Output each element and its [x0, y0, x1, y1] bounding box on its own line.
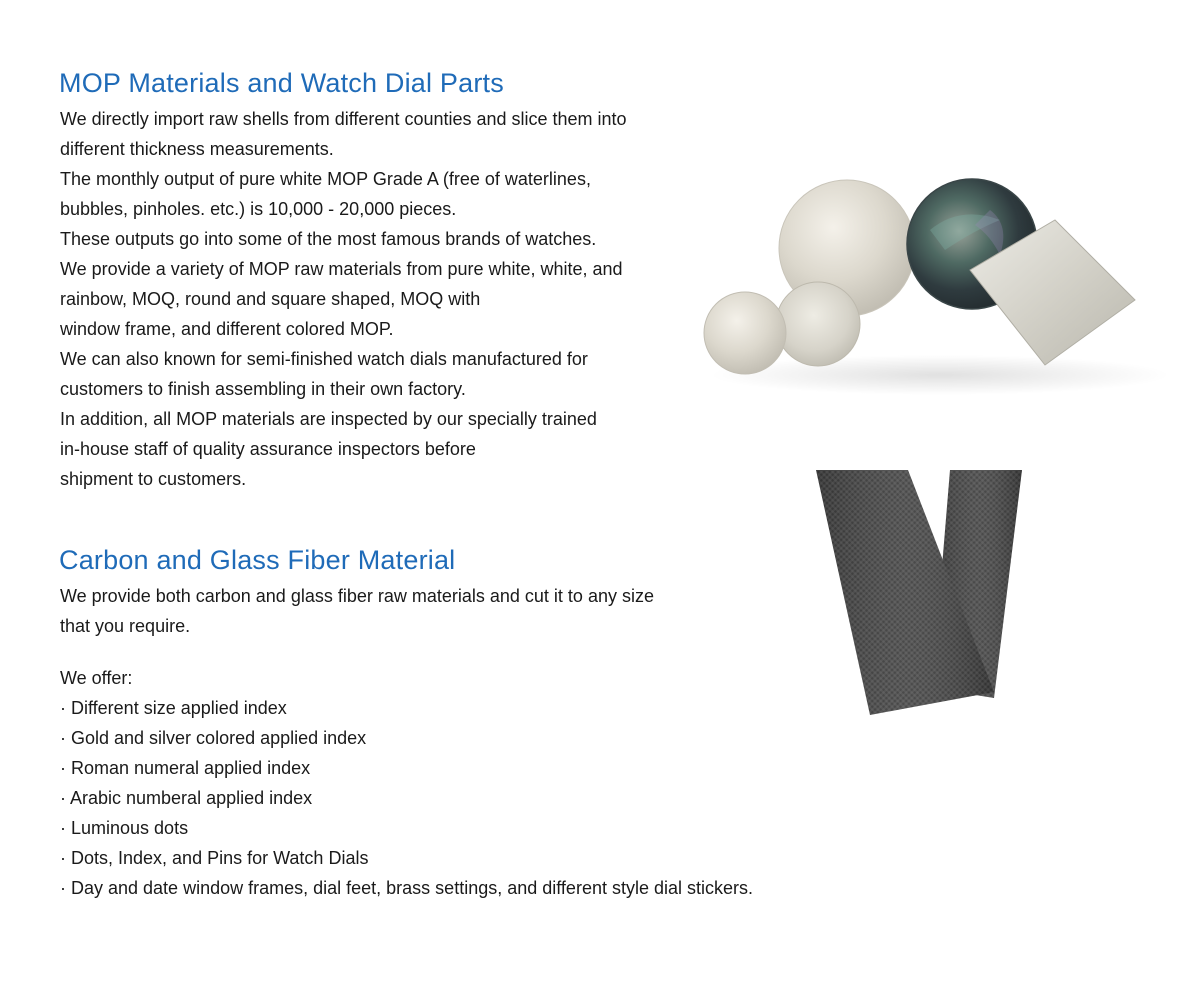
offer-item: · Different size applied index	[60, 698, 287, 718]
mop-line: shipment to customers.	[60, 469, 247, 489]
mop-line: rainbow, MOQ, round and square shaped, MOQ with	[60, 289, 481, 309]
mop-line: In addition, all MOP materials are inspected by our specially trained	[60, 409, 597, 429]
offer-item: · Arabic numberal applied index	[60, 788, 313, 808]
mop-line: customers to finish assembling in their own factory.	[60, 379, 466, 399]
mop-line: window frame, and different colored MOP.	[60, 319, 394, 339]
offer-title: We offer:	[60, 668, 133, 688]
mop-line: in-house staff of quality assurance inspectors before	[60, 439, 476, 459]
carbon-section	[60, 543, 820, 903]
mop-line: We provide a variety of MOP raw materials from pure white, white, and	[60, 259, 623, 279]
offer-item: · Dots, Index, and Pins for Watch Dials	[60, 848, 369, 868]
carbon-heading: Carbon and Glass Fiber Material	[59, 545, 456, 575]
carbon-line: We provide both carbon and glass fiber raw materials and cut it to any size	[60, 586, 654, 606]
offer-item: · Roman numeral applied index	[60, 758, 311, 778]
mop-description	[60, 104, 720, 494]
mop-section	[60, 66, 720, 494]
white-mop-disc-medium	[776, 282, 860, 366]
mop-line: The monthly output of pure white MOP Grade A (free of waterlines,	[60, 169, 591, 189]
shadow-shape	[710, 355, 1170, 395]
mop-line: We directly import raw shells from different counties and slice them into	[60, 109, 627, 129]
carbon-line: that you require.	[60, 616, 191, 636]
white-mop-disc-small	[704, 292, 786, 374]
carbon-fiber-image	[810, 462, 1030, 722]
carbon-description	[60, 581, 820, 641]
mop-line: These outputs go into some of the most famous brands of watches.	[60, 229, 597, 249]
mop-line: bubbles, pinholes. etc.) is 10,000 - 20,000 pieces.	[60, 199, 457, 219]
mop-heading: MOP Materials and Watch Dial Parts	[59, 68, 504, 98]
mop-materials-image	[690, 170, 1180, 400]
offer-item: · Gold and silver colored applied index	[60, 728, 367, 748]
offer-list	[60, 693, 820, 903]
mop-line: We can also known for semi-finished watch dials manufactured for	[60, 349, 588, 369]
mop-line: different thickness measurements.	[60, 139, 334, 159]
offer-item: · Day and date window frames, dial feet, brass settings, and different style dial stickers.	[60, 878, 753, 898]
offer-item: · Luminous dots	[60, 818, 189, 838]
